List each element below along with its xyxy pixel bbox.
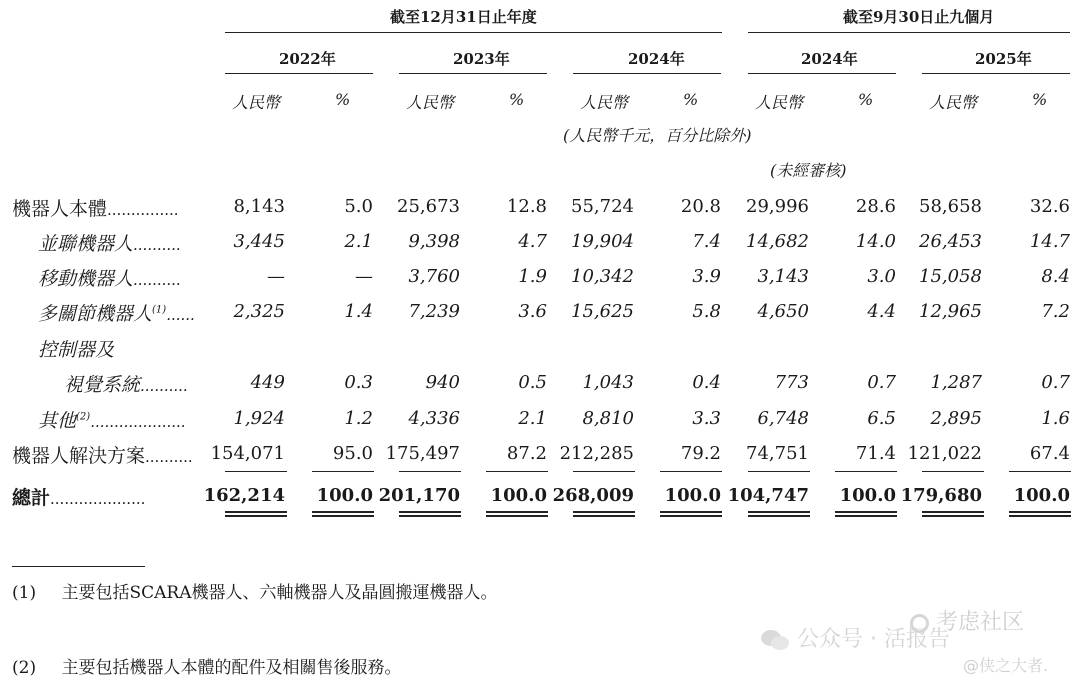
unit-pct-2023: %: [509, 90, 525, 109]
footnote-1-text: 主要包括SCARA機器人、六軸機器人及晶圓搬運機器人。: [61, 583, 498, 603]
subtotal-rule: [922, 471, 984, 472]
cell-parallel-2022-rmb: 3,445: [233, 231, 285, 252]
leader-dots: ..........: [140, 377, 188, 395]
cell-robot-body-2025-9m-pct: 32.6: [1029, 196, 1070, 217]
subtotal-rule: [660, 471, 722, 472]
row-label-multi-joint-robot: [38, 299, 195, 326]
cell-mobile-2024-pct: 3.9: [692, 266, 721, 287]
cell-solutions-2024-9m-rmb: 74,751: [746, 443, 809, 464]
subtotal-rule: [225, 471, 287, 472]
header-group-fiscal-year: 截至12月31日止年度: [390, 8, 537, 26]
cell-multi-joint-2024-9m-pct: 4.4: [867, 301, 896, 322]
total-double-rule: [312, 511, 374, 517]
watermark-community-text: 考虑社区: [936, 610, 1025, 635]
total-double-rule: [835, 511, 897, 517]
watermark-handle: @侠之大者.: [963, 656, 1049, 675]
unit-rmb-2024: 人民幣: [580, 93, 629, 112]
row-label-text: 其他: [38, 410, 77, 432]
leader-dots: ....................: [90, 413, 186, 431]
cell-solutions-2025-9m-rmb: 121,022: [907, 443, 982, 464]
cell-parallel-2023-pct: 4.7: [518, 231, 547, 252]
cell-others-2024-9m-rmb: 6,748: [757, 408, 809, 429]
unit-note: (人民幣千元，百分比除外): [563, 126, 752, 145]
watermark-account: [760, 622, 950, 653]
unaudited-note: (未經審核): [770, 161, 847, 180]
unit-pct-2024: %: [683, 90, 699, 109]
cell-solutions-2024-9m-pct: 71.4: [855, 443, 896, 464]
subtotal-rule: [1009, 471, 1071, 472]
cell-mobile-2025-9m-rmb: 15,058: [919, 266, 982, 287]
subtotal-rule: [748, 471, 810, 472]
leader-dots: ..........: [133, 236, 181, 254]
cell-total-2024-rmb: 268,009: [552, 485, 634, 506]
cell-vision-2024-rmb: 1,043: [582, 372, 634, 393]
footnote-1: [12, 578, 498, 603]
unit-pct-2025-9m: %: [1032, 90, 1048, 109]
footnote-ref-1: (1): [152, 304, 167, 316]
subtotal-rule: [486, 471, 548, 472]
cell-solutions-2022-pct: 95.0: [332, 443, 373, 464]
cell-vision-2025-9m-rmb: 1,287: [930, 372, 982, 393]
unit-pct-2022: %: [335, 90, 351, 109]
cell-others-2025-9m-pct: 1.6: [1041, 408, 1070, 429]
cell-robot-body-2024-pct: 20.8: [680, 196, 721, 217]
leader-dots: ..........: [145, 448, 193, 466]
subtotal-rule: [573, 471, 635, 472]
cell-total-2024-pct: 100.0: [664, 485, 721, 506]
year-rule-2023: [399, 73, 547, 74]
unit-pct-2024-9m: %: [858, 90, 874, 109]
cell-solutions-2022-rmb: 154,071: [210, 443, 285, 464]
cell-others-2024-9m-pct: 6.5: [867, 408, 896, 429]
cell-robot-body-2024-9m-rmb: 29,996: [746, 196, 809, 217]
total-double-rule: [922, 511, 984, 517]
cell-vision-2024-9m-pct: 0.7: [867, 372, 896, 393]
row-label-text: 機器人本體: [12, 198, 108, 220]
cell-parallel-2024-9m-pct: 14.0: [855, 231, 896, 252]
footnote-1-number: (1): [12, 583, 37, 603]
cell-multi-joint-2022-pct: 1.4: [344, 301, 373, 322]
cell-mobile-2022-rmb: —: [267, 266, 285, 287]
cell-robot-body-2022-rmb: 8,143: [233, 196, 285, 217]
cell-vision-2025-9m-pct: 0.7: [1041, 372, 1070, 393]
header-group-nine-months-rule: [748, 32, 1070, 33]
cell-multi-joint-2025-9m-pct: 7.2: [1041, 301, 1070, 322]
cell-robot-body-2023-pct: 12.8: [506, 196, 547, 217]
cell-total-2022-rmb: 162,214: [203, 485, 285, 506]
subtotal-rule: [399, 471, 461, 472]
row-label-parallel-robot: [38, 229, 181, 256]
row-label-total: [12, 483, 145, 510]
header-group-nine-months: 截至9月30日止九個月: [843, 8, 995, 26]
cell-multi-joint-2024-9m-rmb: 4,650: [757, 301, 809, 322]
cell-vision-2023-pct: 0.5: [518, 372, 547, 393]
row-label-robot-solutions: [12, 441, 193, 468]
cell-solutions-2024-rmb: 212,285: [559, 443, 634, 464]
cell-mobile-2025-9m-pct: 8.4: [1041, 266, 1070, 287]
cell-others-2022-rmb: 1,924: [233, 408, 285, 429]
cell-robot-body-2022-pct: 5.0: [344, 196, 373, 217]
cell-parallel-2025-9m-pct: 14.7: [1029, 231, 1070, 252]
total-double-rule: [660, 511, 722, 517]
row-label-controller: [38, 335, 114, 362]
cell-parallel-2024-9m-rmb: 14,682: [746, 231, 809, 252]
year-rule-2025-9m: [922, 73, 1070, 74]
row-label-text: 並聯機器人: [38, 233, 134, 255]
watermark-account-text: 公众号 · 活报告: [797, 627, 950, 652]
total-double-rule: [573, 511, 635, 517]
row-label-text: 移動機器人: [38, 268, 134, 290]
wechat-icon: [760, 628, 790, 652]
row-label-text: 機器人解決方案: [12, 445, 146, 467]
row-label-text: 多關節機器人: [38, 303, 153, 325]
cell-total-2025-9m-pct: 100.0: [1013, 485, 1070, 506]
cell-parallel-2023-rmb: 9,398: [408, 231, 460, 252]
cell-total-2025-9m-rmb: 179,680: [900, 485, 982, 506]
total-double-rule: [225, 511, 287, 517]
year-header-2025-9m: 2025年: [975, 50, 1032, 68]
row-label-others: [38, 406, 186, 433]
cell-robot-body-2023-rmb: 25,673: [397, 196, 460, 217]
year-header-2023: 2023年: [453, 50, 510, 68]
cell-parallel-2025-9m-rmb: 26,453: [919, 231, 982, 252]
row-label-mobile-robot: [38, 264, 181, 291]
cell-others-2024-rmb: 8,810: [582, 408, 634, 429]
cell-robot-body-2025-9m-rmb: 58,658: [919, 196, 982, 217]
footnote-ref-2: (2): [76, 411, 91, 423]
cell-others-2023-pct: 2.1: [518, 408, 547, 429]
cell-vision-2022-rmb: 449: [250, 372, 285, 393]
cell-total-2024-9m-rmb: 104,747: [727, 485, 809, 506]
cell-vision-2022-pct: 0.3: [344, 372, 373, 393]
cell-others-2022-pct: 1.2: [344, 408, 373, 429]
cell-mobile-2024-rmb: 10,342: [571, 266, 634, 287]
cell-total-2022-pct: 100.0: [316, 485, 373, 506]
cell-others-2023-rmb: 4,336: [408, 408, 460, 429]
cell-others-2025-9m-rmb: 2,895: [930, 408, 982, 429]
year-rule-2024: [573, 73, 721, 74]
cell-vision-2024-9m-rmb: 773: [774, 372, 809, 393]
cell-vision-2023-rmb: 940: [425, 372, 460, 393]
subtotal-rule: [835, 471, 897, 472]
cell-solutions-2024-pct: 79.2: [680, 443, 721, 464]
cell-parallel-2024-pct: 7.4: [692, 231, 721, 252]
leader-dots: ......: [166, 306, 195, 324]
row-label-vision-system: [64, 370, 188, 397]
cell-multi-joint-2025-9m-rmb: 12,965: [919, 301, 982, 322]
cell-mobile-2024-9m-rmb: 3,143: [757, 266, 809, 287]
row-label-text: 總計: [12, 487, 51, 509]
cell-multi-joint-2024-pct: 5.8: [692, 301, 721, 322]
footnote-2-number: (2): [12, 658, 37, 678]
cell-robot-body-2024-rmb: 55,724: [571, 196, 634, 217]
row-label-text: 視覺系統: [64, 374, 141, 396]
total-double-rule: [486, 511, 548, 517]
unit-rmb-2023: 人民幣: [406, 93, 455, 112]
cell-mobile-2023-rmb: 3,760: [408, 266, 460, 287]
subtotal-rule: [312, 471, 374, 472]
cell-parallel-2022-pct: 2.1: [344, 231, 373, 252]
cell-solutions-2025-9m-pct: 67.4: [1029, 443, 1070, 464]
year-rule-2024-9m: [748, 73, 896, 74]
cell-robot-body-2024-9m-pct: 28.6: [855, 196, 896, 217]
total-double-rule: [748, 511, 810, 517]
cell-multi-joint-2023-rmb: 7,239: [408, 301, 460, 322]
cell-solutions-2023-pct: 87.2: [506, 443, 547, 464]
total-double-rule: [399, 511, 461, 517]
cell-vision-2024-pct: 0.4: [692, 372, 721, 393]
year-header-2024: 2024年: [628, 50, 685, 68]
cell-multi-joint-2023-pct: 3.6: [518, 301, 547, 322]
row-label-text: 控制器及: [38, 339, 115, 361]
cell-total-2024-9m-pct: 100.0: [839, 485, 896, 506]
cell-solutions-2023-rmb: 175,497: [385, 443, 460, 464]
cell-mobile-2022-pct: —: [355, 266, 373, 287]
leader-dots: ....................: [50, 490, 146, 508]
unit-rmb-2024-9m: 人民幣: [755, 93, 804, 112]
footnote-2: [12, 653, 402, 678]
total-double-rule: [1009, 511, 1071, 517]
year-header-2022: 2022年: [279, 50, 336, 68]
unit-rmb-2025-9m: 人民幣: [929, 93, 978, 112]
cell-total-2023-rmb: 201,170: [378, 485, 460, 506]
cell-multi-joint-2022-rmb: 2,325: [233, 301, 285, 322]
cell-others-2024-pct: 3.3: [692, 408, 721, 429]
footnote-separator: [12, 566, 145, 567]
leader-dots: ...............: [107, 201, 179, 219]
year-header-2024-9m: 2024年: [801, 50, 858, 68]
year-rule-2022: [225, 73, 373, 74]
cell-total-2023-pct: 100.0: [490, 485, 547, 506]
row-label-robot-body: [12, 194, 179, 221]
unit-rmb-2022: 人民幣: [232, 93, 281, 112]
leader-dots: ..........: [133, 271, 181, 289]
cell-multi-joint-2024-rmb: 15,625: [571, 301, 634, 322]
cell-mobile-2024-9m-pct: 3.0: [867, 266, 896, 287]
footnote-2-text: 主要包括機器人本體的配件及相關售後服務。: [61, 658, 402, 678]
header-group-fiscal-year-rule: [225, 32, 722, 33]
cell-parallel-2024-rmb: 19,904: [571, 231, 634, 252]
cell-mobile-2023-pct: 1.9: [518, 266, 547, 287]
